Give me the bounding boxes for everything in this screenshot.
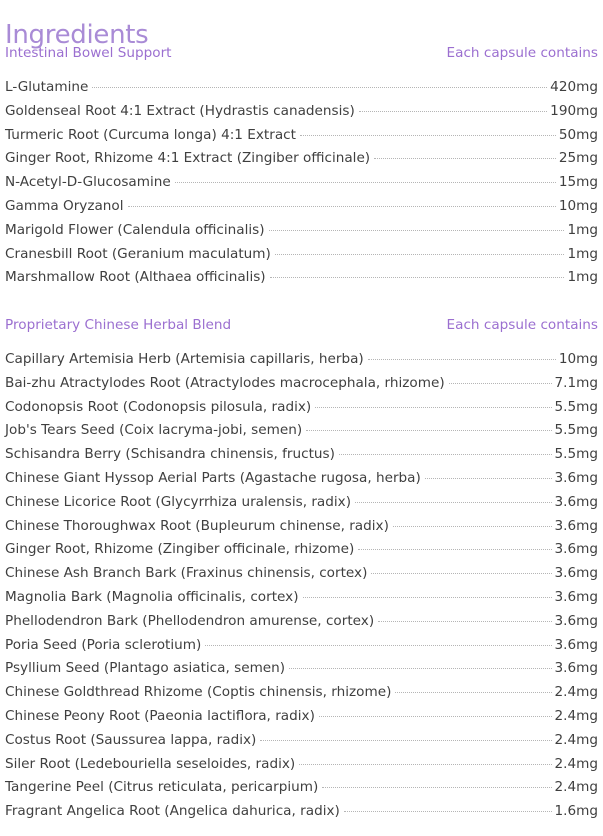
- dotted-leader: [368, 359, 556, 360]
- ingredient-row: [5, 541, 598, 565]
- dotted-leader: [359, 111, 547, 112]
- dotted-leader: [393, 526, 552, 527]
- ingredient-amount: 3.6mg: [554, 517, 598, 534]
- ingredient-list: [5, 351, 598, 827]
- dotted-leader: [355, 502, 551, 503]
- ingredient-name: Capillary Artemisia Herb (Artemisia capillaris, herba): [5, 351, 364, 367]
- section-header: [5, 45, 598, 69]
- ingredient-row: [5, 684, 598, 708]
- dotted-leader: [306, 430, 551, 431]
- ingredient-name: N-Acetyl-D-Glucosamine: [5, 174, 171, 191]
- dotted-leader: [449, 383, 552, 384]
- ingredient-row: [5, 246, 598, 270]
- dotted-leader: [303, 597, 552, 598]
- ingredient-row: [5, 446, 598, 470]
- ingredient-amount: 7.1mg: [554, 374, 598, 391]
- ingredient-amount: 2.4mg: [554, 755, 598, 772]
- dotted-leader: [289, 668, 551, 669]
- ingredient-name: Costus Root (Saussurea lappa, radix): [5, 731, 257, 748]
- ingredient-row: [5, 351, 598, 375]
- ingredient-row: [5, 518, 598, 542]
- ingredient-amount: 1.6mg: [554, 803, 598, 820]
- dotted-leader: [270, 277, 565, 278]
- ingredient-amount: 1mg: [567, 245, 598, 262]
- ingredient-name: Chinese Peony Root (Paeonia lactiflora, radix): [5, 707, 315, 724]
- dotted-leader: [92, 87, 547, 88]
- ingredient-row: [5, 589, 598, 613]
- ingredient-amount: 2.4mg: [554, 779, 598, 796]
- dotted-leader: [339, 454, 552, 455]
- ingredient-name: Ginger Root, Rhizome (Zingiber officinale, rhizome): [5, 541, 355, 558]
- ingredient-row: [5, 103, 598, 127]
- ingredient-list: [5, 79, 598, 293]
- ingredient-amount: 3.6mg: [554, 612, 598, 629]
- ingredient-name: Goldenseal Root 4:1 Extract (Hydrastis canadensis): [5, 102, 355, 119]
- ingredient-name: Job's Tears Seed (Coix lacryma-jobi, semen): [5, 422, 303, 439]
- dotted-leader: [260, 740, 551, 741]
- dotted-leader: [319, 716, 552, 717]
- ingredient-name: Chinese Goldthread Rhizome (Coptis chinensis, rhizome): [5, 684, 392, 701]
- ingredient-amount: 3.6mg: [554, 493, 598, 510]
- dotted-leader: [205, 645, 551, 646]
- ingredient-name: Ginger Root, Rhizome 4:1 Extract (Zingiber officinale): [5, 150, 371, 167]
- ingredient-row: [5, 79, 598, 103]
- ingredient-amount: 2.4mg: [554, 684, 598, 701]
- dotted-leader: [395, 692, 551, 693]
- ingredient-amount: 10mg: [558, 197, 598, 214]
- ingredient-row: [5, 660, 598, 684]
- ingredient-row: [5, 732, 598, 756]
- ingredient-row: [5, 637, 598, 661]
- ingredient-name: Gamma Oryzanol: [5, 197, 124, 214]
- ingredient-row: [5, 494, 598, 518]
- ingredient-row: [5, 399, 598, 423]
- ingredient-amount: 3.6mg: [554, 660, 598, 677]
- ingredient-row: [5, 779, 598, 803]
- ingredient-name: Chinese Ash Branch Bark (Fraxinus chinensis, cortex): [5, 565, 368, 582]
- ingredient-row: [5, 150, 598, 174]
- dotted-leader: [275, 254, 565, 255]
- ingredient-name: Tangerine Peel (Citrus reticulata, pericarpium): [5, 779, 319, 796]
- dotted-leader: [175, 182, 556, 183]
- ingredient-amount: 3.6mg: [554, 588, 598, 605]
- ingredient-row: [5, 269, 598, 293]
- ingredient-name: Schisandra Berry (Schisandra chinensis, fructus): [5, 446, 335, 463]
- dotted-leader: [378, 621, 551, 622]
- ingredient-amount: 5.5mg: [554, 398, 598, 415]
- dotted-leader: [299, 764, 551, 765]
- dotted-leader: [344, 811, 552, 812]
- ingredient-name: Magnolia Bark (Magnolia officinalis, cortex): [5, 588, 299, 605]
- section-title: Proprietary Chinese Herbal Blend: [5, 317, 232, 333]
- ingredient-amount: 3.6mg: [554, 565, 598, 582]
- ingredient-name: Bai-zhu Atractylodes Root (Atractylodes macrocephala, rhizome): [5, 374, 445, 391]
- ingredient-name: Turmeric Root (Curcuma longa) 4:1 Extract: [5, 126, 296, 143]
- ingredient-name: Psyllium Seed (Plantago asiatica, semen): [5, 660, 286, 677]
- dotted-leader: [269, 230, 565, 231]
- ingredient-name: Chinese Thoroughwax Root (Bupleurum chinense, radix): [5, 517, 389, 534]
- ingredient-amount: 2.4mg: [554, 731, 598, 748]
- dotted-leader: [300, 135, 556, 136]
- ingredient-row: [5, 470, 598, 494]
- ingredient-name: L-Glutamine: [5, 79, 89, 95]
- dotted-leader: [128, 206, 556, 207]
- ingredient-amount: 50mg: [558, 126, 598, 143]
- ingredient-name: Codonopsis Root (Codonopsis pilosula, radix): [5, 398, 312, 415]
- ingredient-name: Cranesbill Root (Geranium maculatum): [5, 245, 271, 262]
- ingredient-name: Chinese Giant Hyssop Aerial Parts (Agastache rugosa, herba): [5, 469, 421, 486]
- per-capsule-label: Each capsule contains: [446, 45, 598, 61]
- dotted-leader: [374, 158, 556, 159]
- ingredient-name: Phellodendron Bark (Phellodendron amurense, cortex): [5, 612, 375, 629]
- ingredient-name: Marigold Flower (Calendula officinalis): [5, 221, 265, 238]
- ingredient-section-intestinal: [5, 45, 598, 293]
- dotted-leader: [371, 573, 551, 574]
- ingredient-row: [5, 222, 598, 246]
- ingredient-row: [5, 756, 598, 780]
- ingredient-amount: 15mg: [558, 174, 598, 191]
- section-header: [5, 317, 598, 341]
- ingredient-amount: 25mg: [558, 150, 598, 167]
- page-title: Ingredients: [5, 20, 149, 51]
- ingredient-row: [5, 198, 598, 222]
- ingredient-amount: 2.4mg: [554, 707, 598, 724]
- ingredient-amount: 5.5mg: [554, 446, 598, 463]
- dotted-leader: [358, 549, 551, 550]
- ingredient-row: [5, 422, 598, 446]
- section-title: Intestinal Bowel Support: [5, 45, 172, 61]
- ingredient-amount: 3.6mg: [554, 469, 598, 486]
- ingredient-name: Siler Root (Ledebouriella seseloides, radix): [5, 755, 296, 772]
- dotted-leader: [425, 478, 552, 479]
- ingredient-amount: 1mg: [567, 269, 598, 286]
- ingredient-row: [5, 127, 598, 151]
- ingredient-row: [5, 613, 598, 637]
- ingredient-row: [5, 803, 598, 827]
- dotted-leader: [322, 787, 551, 788]
- ingredient-row: [5, 174, 598, 198]
- ingredient-name: Fragrant Angelica Root (Angelica dahurica, radix): [5, 803, 340, 820]
- ingredient-name: Poria Seed (Poria sclerotium): [5, 636, 202, 653]
- ingredient-row: [5, 375, 598, 399]
- ingredient-amount: 5.5mg: [554, 422, 598, 439]
- dotted-leader: [315, 407, 551, 408]
- ingredient-amount: 3.6mg: [554, 636, 598, 653]
- ingredient-name: Chinese Licorice Root (Glycyrrhiza uralensis, radix): [5, 493, 352, 510]
- ingredient-row: [5, 565, 598, 589]
- ingredient-amount: 3.6mg: [554, 541, 598, 558]
- ingredient-amount: 1mg: [567, 221, 598, 238]
- ingredient-section-herbal-blend: [5, 317, 598, 827]
- ingredient-name: Marshmallow Root (Althaea officinalis): [5, 269, 266, 286]
- ingredient-amount: 420mg: [550, 79, 598, 95]
- ingredient-row: [5, 708, 598, 732]
- ingredient-amount: 190mg: [550, 102, 598, 119]
- per-capsule-label: Each capsule contains: [446, 317, 598, 333]
- ingredient-amount: 10mg: [558, 351, 598, 367]
